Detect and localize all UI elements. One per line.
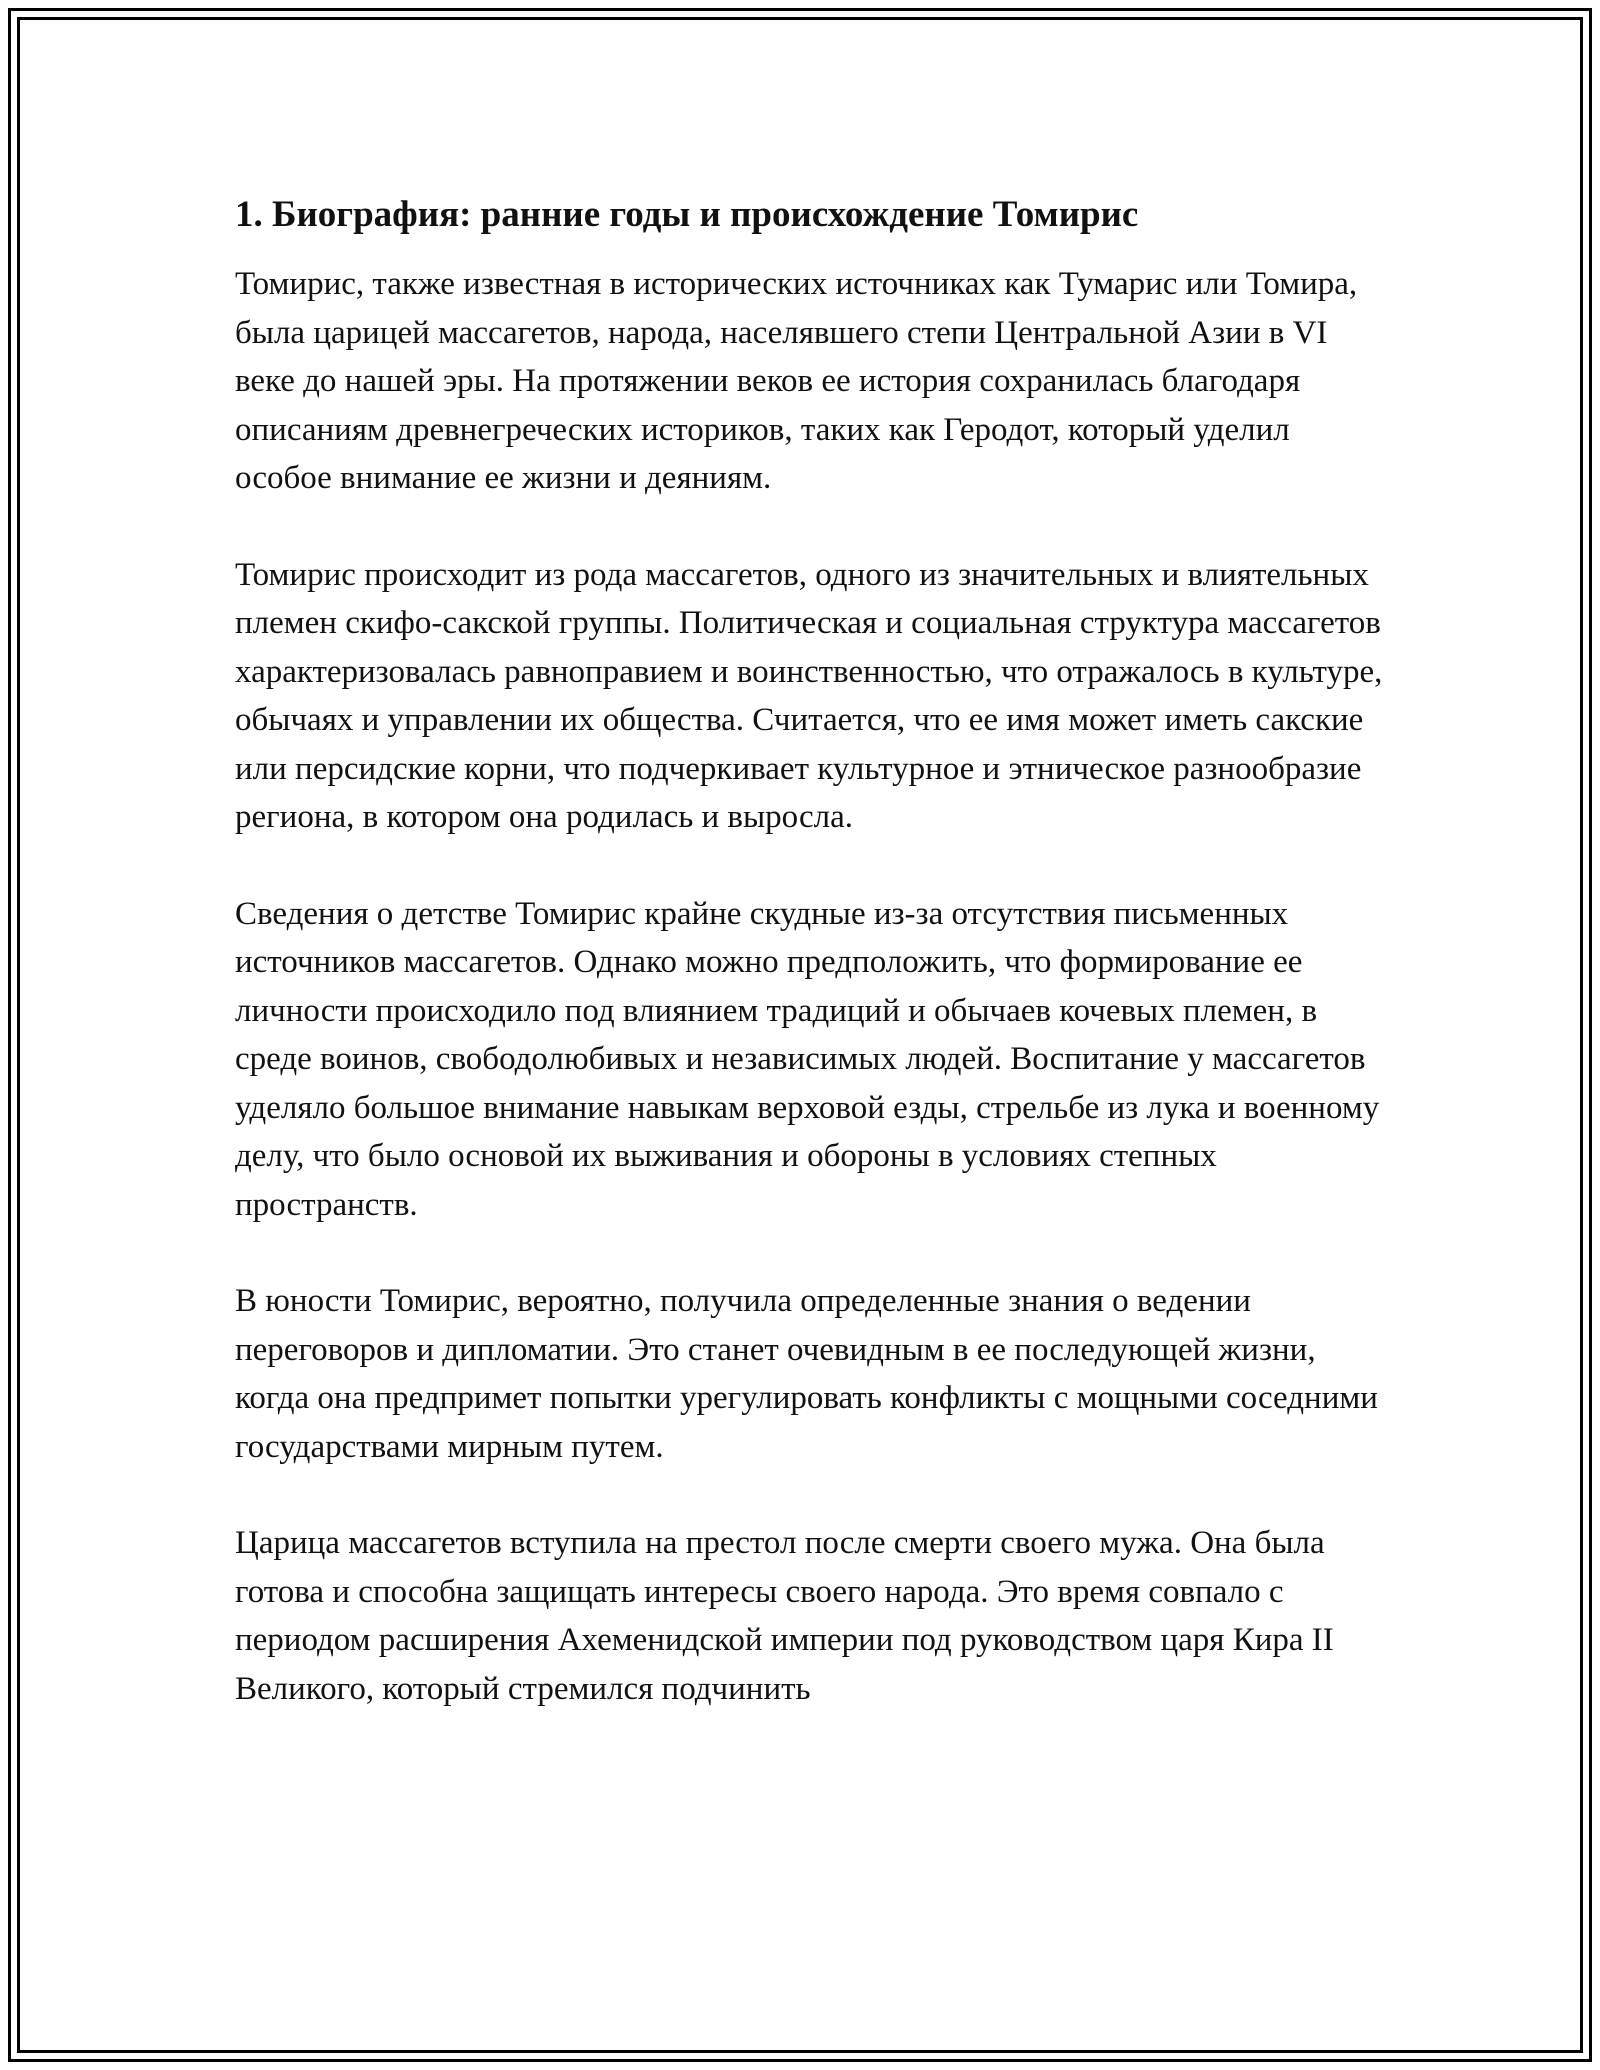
paragraph-throne: Царица массагетов вступила на престол после смерти своего мужа. Она была готова и способна защищать интересы своего народа. Это время совпало с периодом расширения Ахеменидской империи под руководством царя Кира II Великого, который стремился подчинить — [235, 1525, 1334, 1707]
paragraph-childhood: Сведения о детстве Томирис крайне скудные из-за отсутствия письменных источников массагетов. Однако можно предположить, что формирование ее личности происходило под влиянием традиций и обычаев кочевых племен, в среде воинов, свободолюбивых и независимых людей. Воспитание у массагетов уделяло большое внимание навыкам верховой езды, стрельбе из лука и военному делу, что было основой их выживания и обороны в условиях степных пространств. — [235, 895, 1380, 1223]
paragraph-youth-diplomacy: В юности Томирис, вероятно, получила определенные знания о ведении переговоров и дипломатии. Это станет очевидным в ее последующей жизни, когда она предпримет попытки урегулировать конфликты с мощными соседними государствами мирным путем. — [235, 1283, 1378, 1465]
paragraph-origin-intro: Томирис, также известная в исторических источниках как Тумарис или Томира, была царицей массагетов, народа, населявшего степи Центральной Азии в VI веке до нашей эры. На протяжении веков ее история сохранилась благодаря описаниям древнегреческих историков, таких как Геродот, который уделил особое внимание ее жизни и деяниям. — [235, 266, 1358, 496]
section-heading: 1. Биография: ранние годы и происхождение Томирис — [235, 194, 1139, 235]
paragraph-tribe-origin: Томирис происходит из рода массагетов, одного из значительных и влиятельных племен скифо-сакской группы. Политическая и социальная структура массагетов характеризовалась равноправием и воинственностью, что отражалось в культуре, обычаях и управлении их общества. Считается, что ее имя может иметь сакские или персидские корни, что подчеркивает культурное и этническое разнообразие региона, в котором она родилась и выросла. — [235, 556, 1383, 835]
document-body — [235, 192, 1385, 1761]
